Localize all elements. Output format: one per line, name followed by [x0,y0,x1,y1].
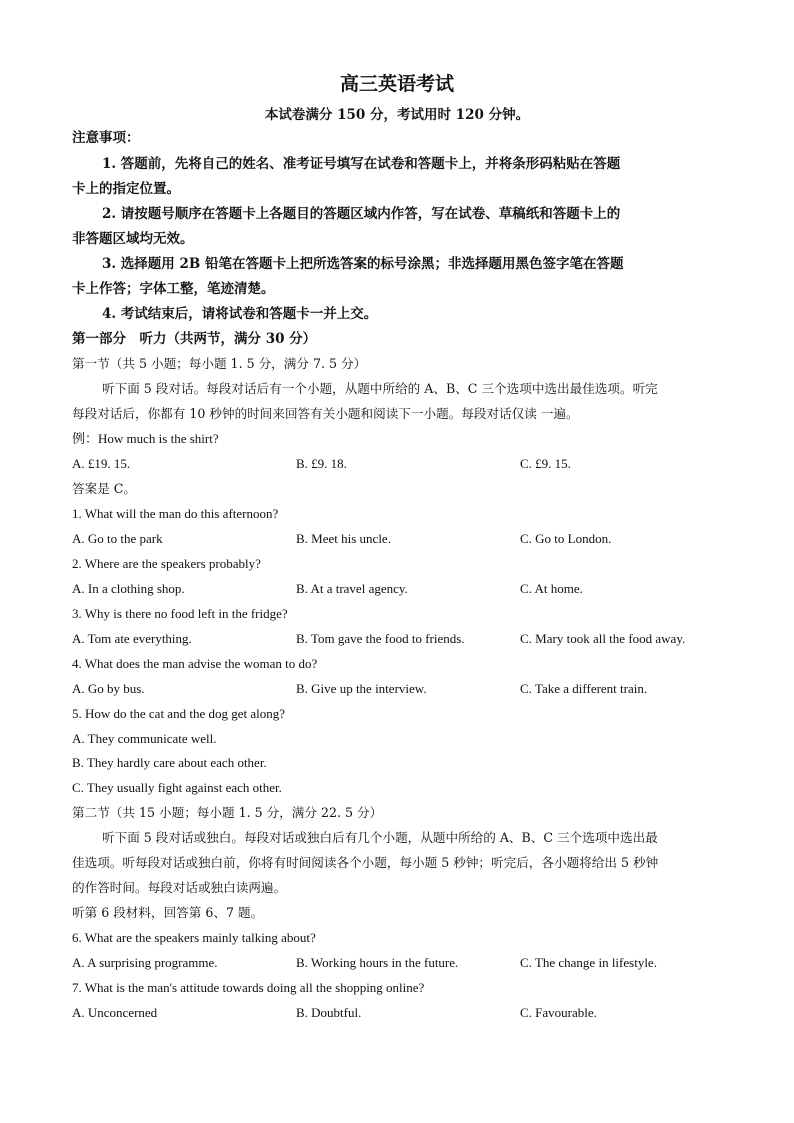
notice-item-3-line-2: 卡上作答；字体工整，笔迹清楚。 [72,281,275,297]
question-5-option-b: B. They hardly care about each other. [72,755,267,770]
section1-heading: 第一节（共 5 小题；每小题 1. 5 分，满分 7. 5 分） [72,356,367,371]
question-5: 5. How do the cat and the dog get along? [72,706,285,721]
question-1-option-b: B. Meet his uncle. [296,531,391,546]
question-4-option-a: A. Go by bus. [72,681,145,696]
question-4-option-c: C. Take a different train. [520,681,648,696]
notice-heading: 注意事项： [72,130,140,146]
question-3-option-c: C. Mary took all the food away. [520,631,686,646]
question-6-option-c: C. The change in lifestyle. [520,955,657,970]
exam-duration-note: 本试卷满分 150 分，考试用时 120 分钟。 [264,107,530,123]
question-7-option-c: C. Favourable. [520,1005,597,1020]
question-7: 7. What is the man's attitude towards doing all the shopping online? [72,980,425,995]
question-1-option-a: A. Go to the park [72,531,163,546]
question-1: 1. What will the man do this afternoon? [72,506,279,521]
example-option-b: B. £9. 18. [296,456,347,471]
example-option-a: A. £19. 15. [72,456,131,471]
question-2-option-c: C. At home. [520,581,583,596]
notice-item-2-line-2: 非答题区域均无效。 [72,231,194,247]
part1-heading: 第一部分 听力（共两节，满分 30 分） [72,331,317,347]
section1-instructions-line-1: 听下面 5 段对话。每段对话后有一个小题，从题中所给的 A、B、C 三个选项中选出最佳选项。听完 [102,381,658,396]
example-option-c: C. £9. 15. [520,456,571,471]
notice-item-4: 4. 考试结束后，请将试卷和答题卡一并上交。 [102,306,378,322]
question-2-option-a: A. In a clothing shop. [72,581,185,596]
material-6-note: 听第 6 段材料，回答第 6、7 题。 [72,905,264,920]
section2-instructions-line-2: 佳选项。听每段对话或独白前，你将有时间阅读各个小题，每小题 5 秒钟；听完后，各小题将给出 5 秒钟 [72,855,659,870]
question-5-option-a: A. They communicate well. [72,731,217,746]
question-2: 2. Where are the speakers probably? [72,556,261,571]
notice-item-2-line-1: 2. 请按题号顺序在答题卡上各题目的答题区域内作答，写在试卷、草稿纸和答题卡上的 [102,206,621,222]
question-4: 4. What does the man advise the woman to do? [72,656,318,671]
question-2-option-b: B. At a travel agency. [296,581,408,596]
page-title: 高三英语考试 [339,73,454,95]
question-6-option-a: A. A surprising programme. [72,955,218,970]
question-7-option-a: A. Unconcerned [72,1005,158,1020]
section2-instructions-line-3: 的作答时间。每段对话或独白读两遍。 [72,880,287,895]
example-question: 例：How much is the shirt? [72,431,219,446]
example-answer: 答案是 C。 [72,481,137,496]
question-3-option-b: B. Tom gave the food to friends. [296,631,465,646]
question-3: 3. Why is there no food left in the fridge? [72,606,288,621]
notice-item-3-line-1: 3. 选择题用 2B 铅笔在答题卡上把所选答案的标号涂黑；非选择题用黑色签字笔在答题 [102,256,624,272]
question-7-option-b: B. Doubtful. [296,1005,362,1020]
question-3-option-a: A. Tom ate everything. [72,631,192,646]
section2-heading: 第二节（共 15 小题；每小题 1. 5 分，满分 22. 5 分） [72,805,383,820]
notice-item-1-line-2: 卡上的指定位置。 [72,181,180,197]
question-4-option-b: B. Give up the interview. [296,681,427,696]
section1-instructions-line-2: 每段对话后，你都有 10 秒钟的时间来回答有关小题和阅读下一小题。每段对话仅读 一遍。 [72,406,579,421]
question-1-option-c: C. Go to London. [520,531,612,546]
section2-instructions-line-1: 听下面 5 段对话或独白。每段对话或独白后有几个小题，从题中所给的 A、B、C 三个选项中选出最 [102,830,658,845]
question-6-option-b: B. Working hours in the future. [296,955,459,970]
notice-item-1-line-1: 1. 答题前，先将自己的姓名、准考证号填写在试卷和答题卡上，并将条形码粘贴在答题 [102,156,621,172]
question-5-option-c: C. They usually fight against each other. [72,780,282,795]
question-6: 6. What are the speakers mainly talking about? [72,930,316,945]
